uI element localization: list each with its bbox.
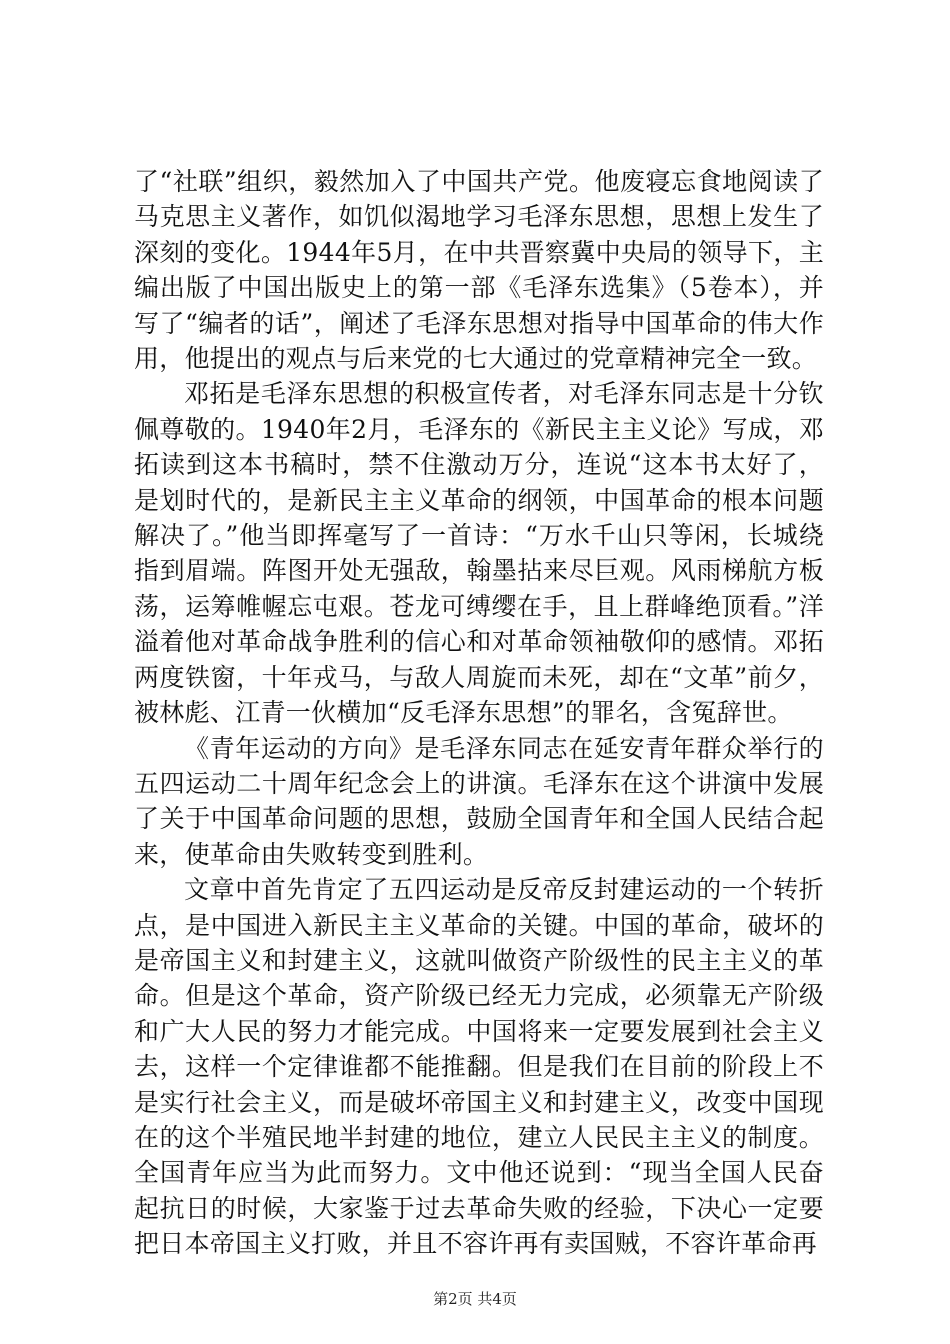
paragraph-1: 了“社联”组织，毅然加入了中国共产党。他废寝忘食地阅读了马克思主义著作，如饥似渴地学习毛泽东思想，思想上发生了深刻的变化。1944年5月，在中共晋察冀中央局的领导下，主编出版了中国出版史上的第一部《毛泽东选集》（5卷本），并写了“编者的话”，阐述了毛泽东思想对指导中国革命的伟大作用，他提出的观点与后来党的七大通过的党章精神完全一致。	[134, 167, 824, 374]
body-text	[134, 164, 824, 1262]
paragraph-3: 《青年运动的方向》是毛泽东同志在延安青年群众举行的五四运动二十周年纪念会上的讲演。毛泽东在这个讲演中发展了关于中国革命问题的思想，鼓励全国青年和全国人民结合起来，使革命由失败转变到胜利。	[134, 733, 824, 869]
page-number-footer: 第2页 共4页	[433, 1290, 517, 1308]
paragraph-2: 邓拓是毛泽东思想的积极宣传者，对毛泽东同志是十分钦佩尊敬的。1940年2月，毛泽东的《新民主主义论》写成，邓拓读到这本书稿时，禁不住激动万分，连说“这本书太好了，是划时代的，是新民主主义革命的纲领，中国革命的根本问题解决了。”他当即挥毫写了一首诗：“万水千山只等闲，长城绕指到眉端。阵图开处无强敌，翰墨拈来尽巨观。风雨梯航方板荡，运筹帷幄忘屯艰。苍龙可缚缨在手，且上群峰绝顶看。”洋溢着他对革命战争胜利的信心和对革命领袖敬仰的感情。邓拓两度铁窗，十年戎马，与敌人周旋而未死，却在“文革”前夕，被林彪、江青一伙横加“反毛泽东思想”的罪名，含冤辞世。	[134, 379, 824, 728]
paragraph-4: 文章中首先肯定了五四运动是反帝反封建运动的一个转折点，是中国进入新民主主义革命的关键。中国的革命，破坏的是帝国主义和封建主义，这就叫做资产阶级性的民主主义的革命。但是这个革命，资产阶级已经无力完成，必须靠无产阶级和广大人民的努力才能完成。中国将来一定要发展到社会主义去，这样一个定律谁都不能推翻。但是我们在目前的阶段上不是实行社会主义，而是破坏帝国主义和封建主义，改变中国现在的这个半殖民地半封建的地位，建立人民民主主义的制度。全国青年应当为此而努力。文中他还说到：“现当全国人民奋起抗日的时候，大家鉴于过去革命失败的经验，下决心一定要把日本帝国主义打败，并且不容许再有卖国贼，不容许革命再	[134, 875, 824, 1259]
